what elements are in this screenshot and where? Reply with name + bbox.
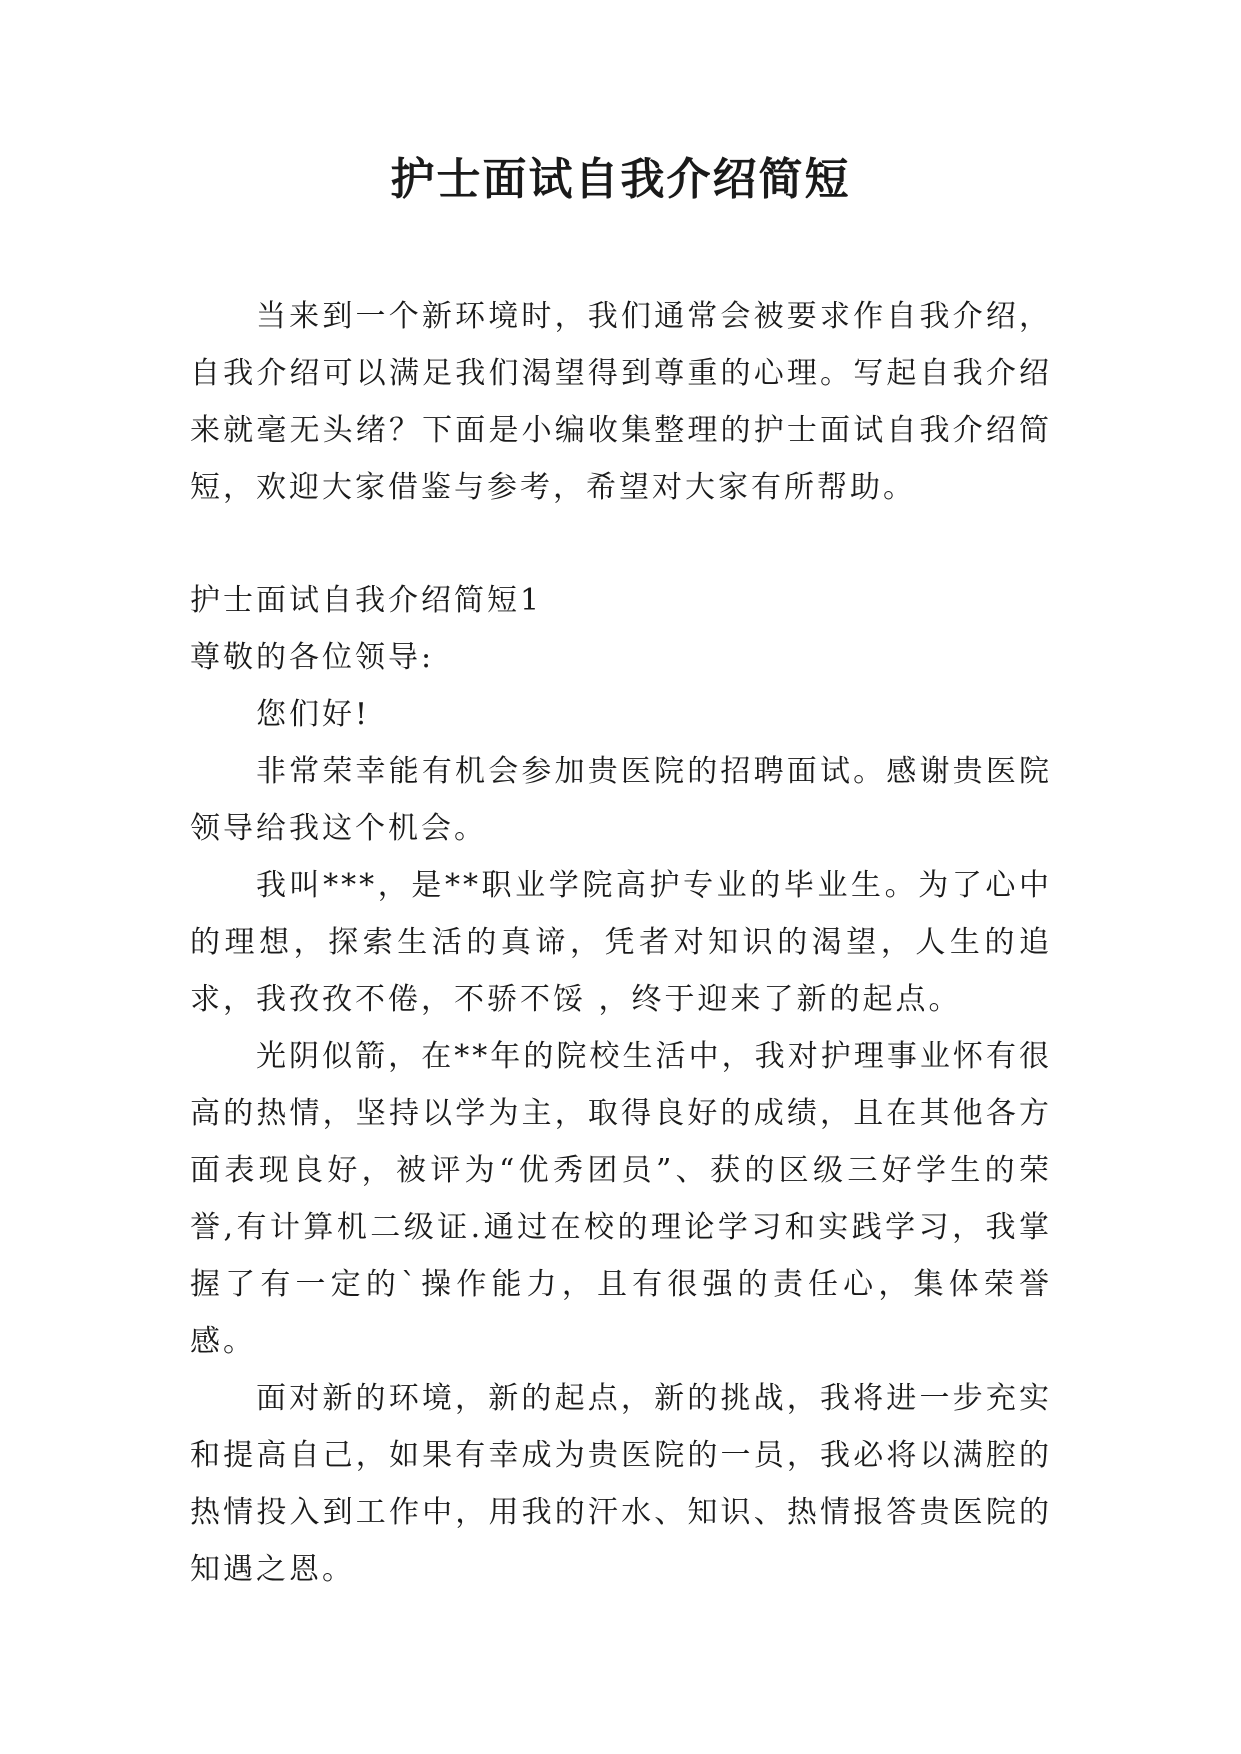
greeting: 您们好! [256, 697, 371, 732]
body-paragraph: 光阴似箭，在**年的院校生活中，我对护理事业怀有很高的热情，坚持以学为主，取得良好的成绩，且在其他各方面表现良好，被评为“优秀团员”、获的区级三好学生的荣誉,有计算机二级证.通过在校的理论学习和实践学习，我掌握了有一定的`操作能力，且有很强的责任心，集体荣誉感。 [190, 1039, 1052, 1359]
body-paragraph: 非常荣幸能有机会参加贵医院的招聘面试。感谢贵医院领导给我这个机会。 [190, 754, 1052, 846]
intro-paragraph: 当来到一个新环境时，我们通常会被要求作自我介绍，自我介绍可以满足我们渴望得到尊重的心理。写起自我介绍来就毫无头绪？下面是小编收集整理的护士面试自我介绍简短，欢迎大家借鉴与参考，希望对大家有所帮助。 [190, 299, 1052, 505]
section-spacer [190, 516, 1052, 572]
body-paragraph: 我叫***，是**职业学院高护专业的毕业生。为了心中的理想，探索生活的真谛，凭者对知识的渴望，人生的追求，我孜孜不倦，不骄不馁 ，终于迎来了新的起点。 [190, 868, 1052, 1017]
document-title: 护士面试自我介绍简短 [390, 154, 851, 205]
document-body [190, 288, 1052, 1598]
section-heading: 护士面试自我介绍简短1 [190, 583, 543, 618]
salutation: 尊敬的各位领导: [190, 640, 435, 675]
body-paragraph: 面对新的环境，新的起点，新的挑战，我将进一步充实和提高自己，如果有幸成为贵医院的一员，我必将以满腔的热情投入到工作中，用我的汗水、知识、热情报答贵医院的知遇之恩。 [190, 1381, 1052, 1587]
